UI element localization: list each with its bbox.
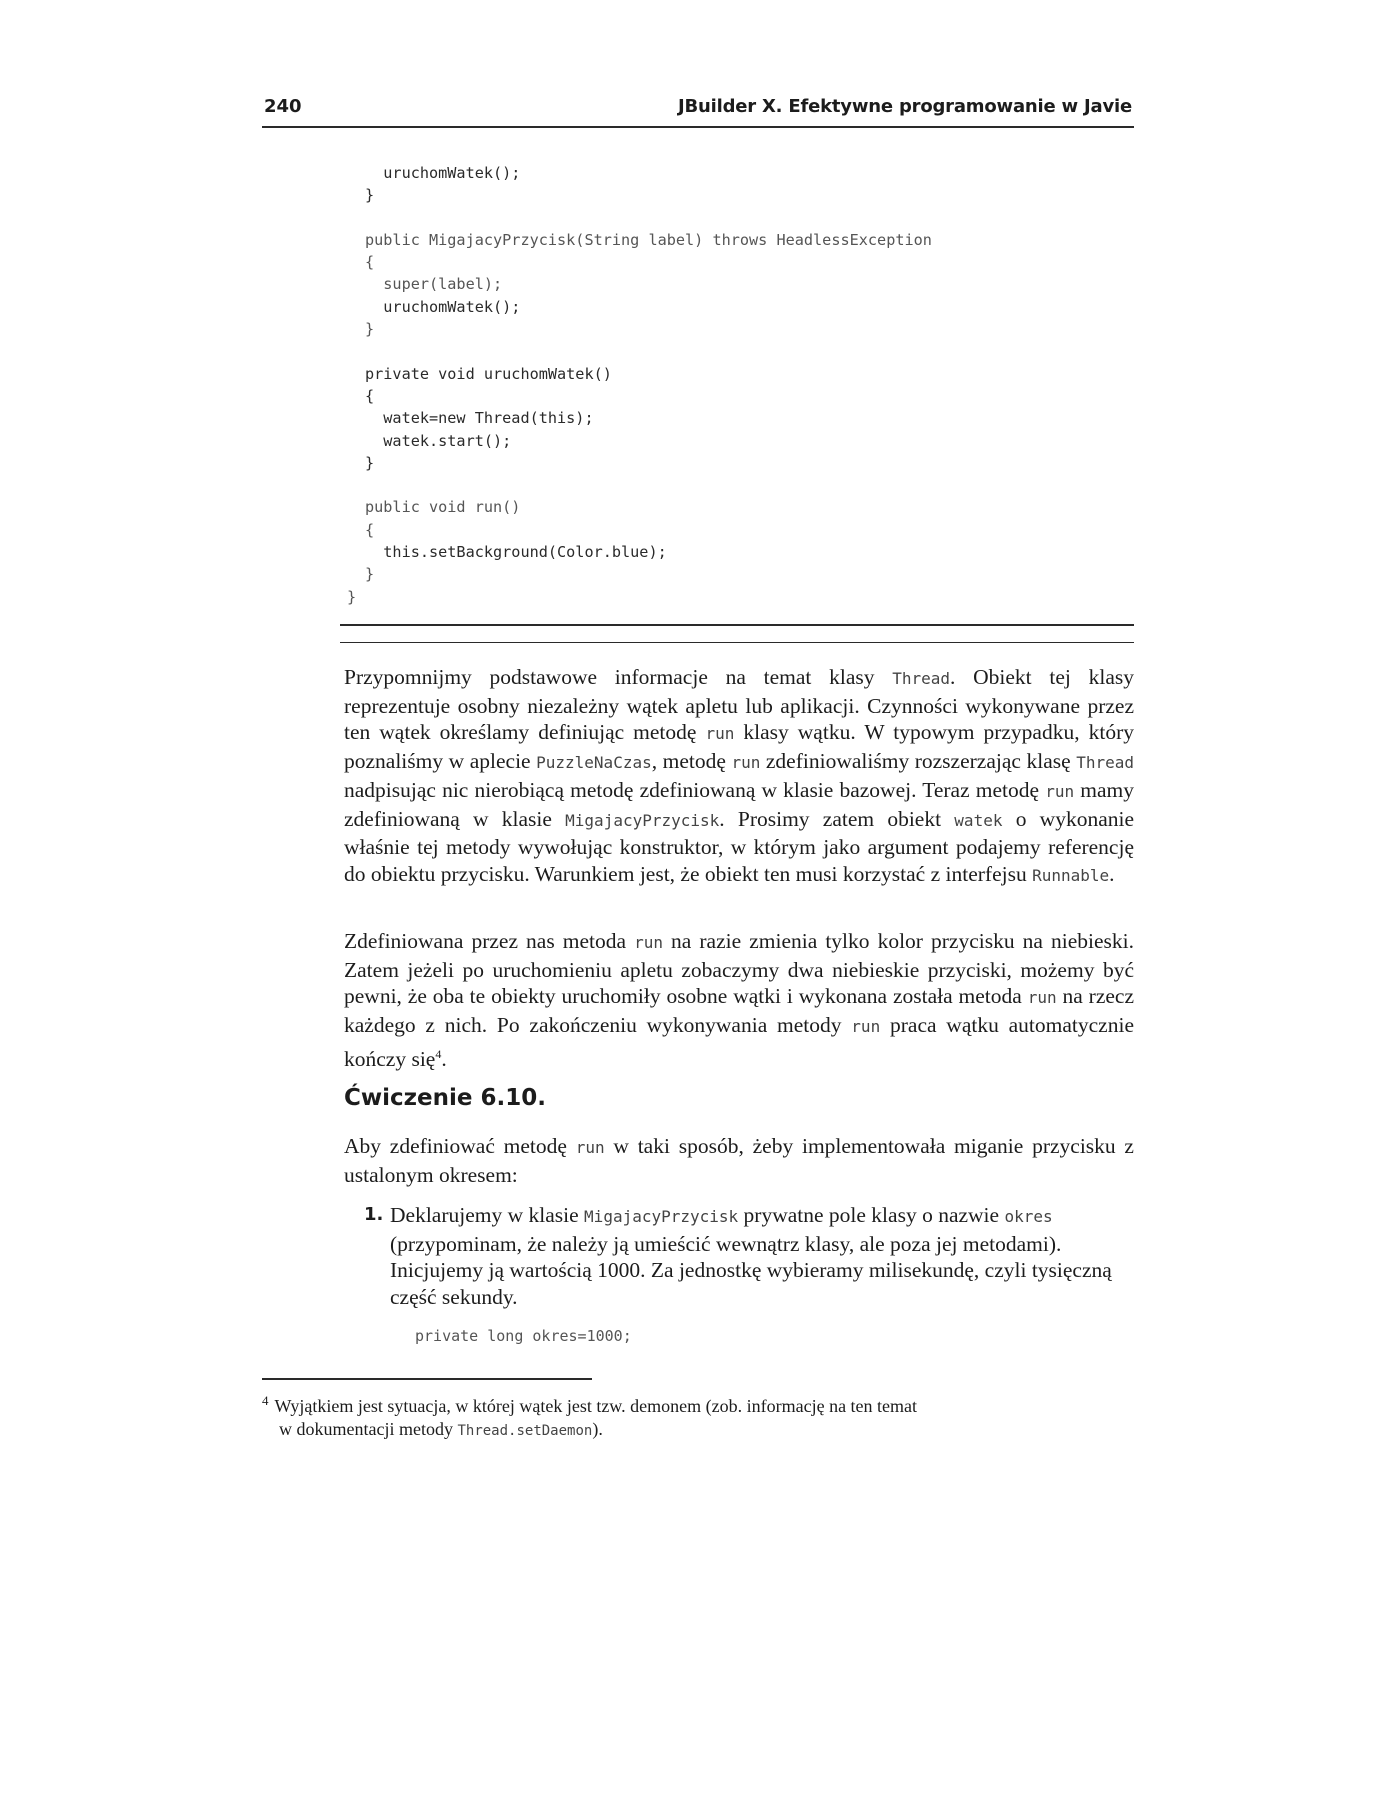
text: (przypominam, że należy ją umieścić wewnątrz klasy, ale poza jej metodami). Inicjujemy ją wartością 1000. Za jednostkę wybieramy milisekundę, czyli tysięczną część sekundy. (390, 1231, 1112, 1310)
footnote-text: ). (592, 1418, 603, 1439)
text: zdefiniowaliśmy rozszerzając klasę (760, 749, 1077, 774)
list-item-text (390, 1202, 1120, 1311)
inline-code: Runnable (1032, 865, 1110, 885)
inline-code: run (705, 724, 735, 744)
code-line: { (365, 520, 375, 539)
code-line: } (365, 186, 375, 205)
text: Zdefiniowana przez nas metoda (344, 929, 635, 953)
text: . (441, 1046, 447, 1071)
code-snippet: private long okres=1000; (415, 1327, 632, 1345)
code-line: public MigajacyPrzycisk(String label) throws HeadlessException (365, 230, 932, 249)
text: na rzecz każdego z nich. Po zakończeniu wykonywania metody (344, 984, 1134, 1038)
inline-code: run (731, 753, 761, 773)
text: o wykonanie właśnie tej metody wywołując konstruktor, w którym jako argument podajemy referencję do obiektu przycisku. Warunkiem jest, że obiekt ten musi korzystać z interfejsu (344, 806, 1134, 886)
inline-code: watek (954, 810, 1003, 830)
inline-code: run (575, 1138, 605, 1157)
exercise-intro (344, 1133, 1134, 1188)
code-line: } (365, 565, 375, 584)
code-line: private void uruchomWatek() (365, 364, 612, 383)
text: , metodę (651, 749, 732, 774)
text: . Prosimy zatem obiekt (719, 806, 955, 831)
code-line: watek.start(); (365, 431, 512, 450)
text: w taki sposób, żeby implementowała miganie przycisku z ustalonym okresem: (344, 1134, 1134, 1187)
footnote-mark: 4 (262, 1393, 269, 1408)
code-line: super(label); (365, 275, 503, 294)
paragraph-run-method (344, 928, 1134, 1073)
text: klasy wątku. W typowym przypadku, który poznaliśmy w aplecie (344, 720, 1134, 774)
footnote (262, 1390, 1122, 1442)
book-title: JBuilder X. Efektywne programowanie w Javie (678, 96, 1132, 117)
code-line: { (365, 386, 375, 405)
footnote-text: w dokumentacji metody (279, 1418, 458, 1439)
inline-code: run (1045, 781, 1075, 801)
footnote-rule (262, 1378, 592, 1380)
inline-code: run (851, 1017, 881, 1037)
text: na razie zmienia tylko kolor przycisku na niebieski. Zatem jeżeli po uruchomieniu apletu zobaczymy dwa niebieskie przyciski, możemy być pewni, że oba te obiekty uruchomiły osobne wątki i wykonana została metoda (344, 929, 1134, 1009)
code-line (365, 207, 932, 229)
inline-code: okres (1004, 1207, 1053, 1226)
code-line-closing: } (347, 587, 357, 606)
code-line: { (365, 253, 375, 272)
text: praca wątku automatycznie kończy się (344, 1013, 1134, 1071)
code-line: } (365, 453, 375, 472)
text: nadpisując nic nierobiącą metodę zdefiniowaną w klasie bazowej. Teraz metodę (344, 777, 1046, 802)
inline-code: run (1027, 988, 1057, 1008)
code-line: uruchomWatek(); (365, 297, 521, 316)
list-number: 1. (364, 1204, 384, 1225)
footnote-ref: 4 (435, 1046, 442, 1061)
inline-code: Thread (892, 669, 951, 688)
page-number: 240 (264, 96, 302, 117)
footnote-text: Wyjątkiem jest sytuacja, w której wątek jest tzw. demonem (zob. informację na ten temat (274, 1396, 918, 1416)
code-line: public void run() (365, 498, 521, 517)
paragraph-thread-info (344, 664, 1134, 890)
code-line: uruchomWatek(); (365, 164, 521, 182)
code-line (365, 474, 932, 496)
inline-code: Thread.setDaemon (457, 1422, 593, 1439)
inline-code: run (634, 933, 663, 952)
code-listing (347, 162, 932, 608)
code-end-rule-thick (340, 624, 1134, 626)
text: mamy zdefiniowaną w klasie (344, 777, 1134, 831)
code-line: watek=new Thread(this); (365, 409, 594, 428)
inline-code: Thread (1076, 753, 1134, 773)
inline-code: MigajacyPrzycisk (565, 810, 720, 830)
code-line: } (365, 320, 375, 339)
code-line: this.setBackground(Color.blue); (365, 543, 667, 562)
inline-code: MigajacyPrzycisk (584, 1207, 739, 1226)
text: prywatne pole klasy o nazwie (738, 1203, 1005, 1227)
exercise-heading: Ćwiczenie 6.10. (344, 1085, 546, 1111)
text: . (1109, 861, 1115, 886)
page-header (262, 96, 1134, 128)
code-line (365, 340, 932, 362)
text: Deklarujemy w klasie (390, 1203, 585, 1227)
text: Aby zdefiniować metodę (344, 1134, 576, 1158)
inline-code: PuzzleNaCzas (536, 753, 652, 773)
text: Przypomnijmy podstawowe informacje na temat klasy (344, 665, 893, 689)
code-end-rule-thin (340, 642, 1134, 643)
text: . Obiekt tej klasy reprezentuje osobny niezależny wątek apletu lub aplikacji. Czynności wykonywane przez ten wątek określamy definiując metodę (344, 665, 1134, 745)
